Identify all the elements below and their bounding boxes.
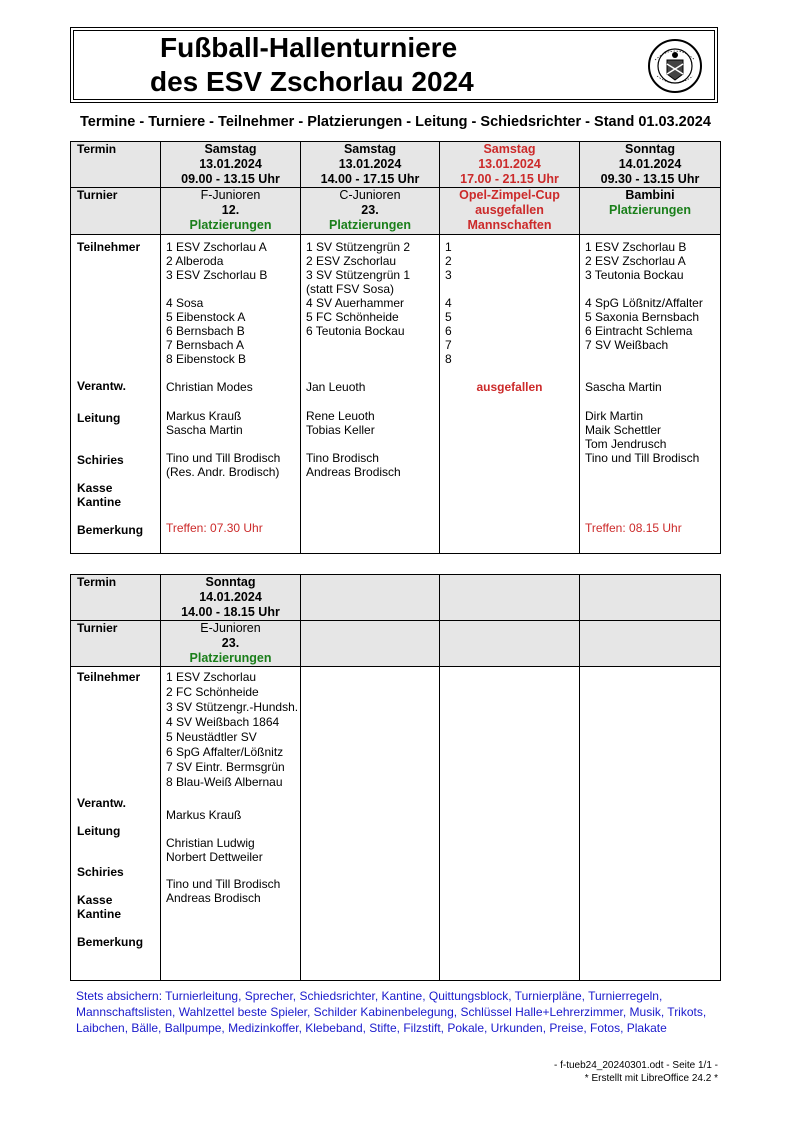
- responsible-person: Sascha Martin: [585, 380, 662, 394]
- termin-cell-1: Samstag 13.01.2024 09.00 - 13.15 Uhr: [161, 142, 301, 188]
- leader-name: Dirk Martin: [585, 409, 644, 423]
- label-leitung: Leitung: [77, 411, 121, 425]
- leader-name: Tom Jendrusch: [585, 437, 667, 451]
- referee-name: [440, 451, 579, 465]
- label-verantw-2: Verantw.: [77, 796, 126, 810]
- label-bemerkung-2: Bemerkung: [77, 935, 144, 949]
- label-schiries-2: Schiries: [77, 865, 124, 879]
- participant-item: 1 ESV Zschorlau A: [166, 240, 267, 254]
- footer-filename: - f-tueb24_20240301.odt - Seite 1/1 -: [553, 1060, 718, 1071]
- details-col-3: [440, 235, 580, 554]
- leader-name: Maik Schettler: [585, 423, 662, 437]
- empty-cell: [301, 621, 440, 667]
- participant-item: (statt FSV Sosa): [306, 282, 395, 296]
- empty-cell: [301, 667, 440, 981]
- label-termin: Termin: [77, 142, 117, 156]
- referee-name: Tino und Till Brodisch: [166, 877, 281, 891]
- leader-name: Rene Leuoth: [306, 409, 375, 423]
- turnier-cell-5: E-Junioren 23. Platzierungen: [161, 621, 301, 667]
- schedule-table-2: [70, 574, 721, 981]
- schedule-table-1: [70, 141, 721, 554]
- participant-item: 2 Alberoda: [166, 254, 224, 268]
- participant-item: 4: [445, 296, 452, 310]
- empty-cell: [580, 667, 721, 981]
- label-schiries: Schiries: [77, 453, 124, 467]
- participant-item: 6: [445, 324, 452, 338]
- details-col-1: [161, 235, 301, 554]
- leader-name: [161, 437, 300, 451]
- leader-name: Tobias Keller: [306, 423, 375, 437]
- referee-name: (Res. Andr. Brodisch): [166, 465, 280, 479]
- label-leitung-2: Leitung: [77, 824, 121, 838]
- remark-text: Treffen: 08.15 Uhr: [585, 521, 682, 535]
- participant-item: 5: [445, 310, 452, 324]
- details-col-4: [580, 235, 721, 554]
- termin-cell-3: Samstag 13.01.2024 17.00 - 21.15 Uhr: [440, 142, 580, 188]
- label-kantine-2: Kantine: [77, 907, 122, 921]
- label-bemerkung: Bemerkung: [77, 523, 144, 537]
- empty-cell: [580, 575, 721, 621]
- leader-name: [440, 437, 579, 451]
- turnier-cell-2: C-Junioren 23. Platzierungen: [301, 188, 440, 235]
- empty-cell: [580, 621, 721, 667]
- label-kantine: Kantine: [77, 495, 122, 509]
- participant-item: 1 ESV Zschorlau B: [585, 240, 687, 254]
- leader-name: Christian Ludwig: [166, 836, 255, 850]
- participant-item: 1: [445, 240, 452, 254]
- leader-name: [440, 409, 579, 423]
- referee-name: Tino und Till Brodisch: [166, 451, 281, 465]
- responsible-person: ausgefallen: [476, 380, 543, 394]
- participant-item: 5 Eibenstock A: [166, 310, 246, 324]
- participant-item: 2 ESV Zschorlau: [306, 254, 397, 268]
- footer-created-with: * Erstellt mit LibreOffice 24.2 *: [584, 1073, 718, 1084]
- details-col-2: [301, 235, 440, 554]
- leader-name: Sascha Martin: [166, 423, 243, 437]
- participant-item: 3 ESV Zschorlau B: [166, 268, 268, 282]
- empty-cell: [301, 575, 440, 621]
- participant-item: 5 Saxonia Bernsbach: [585, 310, 700, 324]
- leader-name: Norbert Dettweiler: [166, 850, 263, 864]
- participant-item: 3: [445, 268, 452, 282]
- participant-item: 4 SV Auerhammer: [306, 296, 405, 310]
- details-col-5: [161, 667, 301, 981]
- label-teilnehmer: Teilnehmer: [77, 240, 141, 254]
- referee-name: Tino Brodisch: [306, 451, 379, 465]
- label-turnier: Turnier: [77, 188, 118, 202]
- participant-item: 6 SpG Affalter/Lößnitz: [166, 745, 284, 759]
- participant-item: 3 SV Stützengr.-Hundsh.: [166, 700, 299, 714]
- participant-item: 7 SV Weißbach: [585, 338, 669, 352]
- participant-item: 8 Eibenstock B: [166, 352, 247, 366]
- leader-name: [301, 437, 439, 451]
- label-verantw: Verantw.: [77, 379, 126, 393]
- turnier-cell-1: F-Junioren 12. Platzierungen: [161, 188, 301, 235]
- participant-item: 4 Sosa: [166, 296, 204, 310]
- termin-cell-5: Sonntag 14.01.2024 14.00 - 18.15 Uhr: [161, 575, 301, 621]
- referee-name: [440, 465, 579, 479]
- participant-item: 8 Blau-Weiß Albernau: [166, 775, 283, 789]
- participant-item: 5 Neustädtler SV: [166, 730, 257, 744]
- participant-item: 4 SV Weißbach 1864: [166, 715, 280, 729]
- empty-cell: [440, 621, 580, 667]
- label-turnier-2: Turnier: [77, 621, 118, 635]
- participant-item: 4 SpG Lößnitz/Affalter: [585, 296, 703, 310]
- participant-item: 7 Bernsbach A: [166, 338, 245, 352]
- participant-item: 7: [445, 338, 452, 352]
- empty-cell: [440, 667, 580, 981]
- participant-item: 3 Teutonia Bockau: [585, 268, 684, 282]
- turnier-cell-3: Opel-Zimpel-Cup ausgefallen Mannschaften: [440, 188, 580, 235]
- label-kasse: Kasse: [77, 481, 113, 495]
- termin-cell-2: Samstag 13.01.2024 14.00 - 17.15 Uhr: [301, 142, 440, 188]
- remark-text: Treffen: 07.30 Uhr: [166, 521, 263, 535]
- participant-item: 6 Eintracht Schlema: [585, 324, 693, 338]
- referee-name: Andreas Brodisch: [306, 465, 401, 479]
- responsible-person: Christian Modes: [166, 380, 253, 394]
- club-logo-icon: [647, 38, 703, 94]
- page-title-line1: Fußball-Hallenturniere: [160, 32, 458, 63]
- referee-name: Andreas Brodisch: [166, 891, 261, 905]
- participant-item: 3 SV Stützengrün 1: [306, 268, 411, 282]
- remark-text: [440, 521, 579, 535]
- responsible-person: Markus Krauß: [166, 808, 242, 822]
- turnier-cell-4: Bambini Platzierungen: [580, 188, 721, 235]
- page-title-line2: des ESV Zschorlau 2024: [150, 66, 474, 97]
- participant-item: 1 SV Stützengrün 2: [306, 240, 411, 254]
- title-box: [70, 27, 718, 103]
- referee-name: [580, 465, 720, 479]
- participant-item: 1 ESV Zschorlau: [166, 670, 257, 684]
- remark-text: [301, 521, 439, 535]
- termin-cell-4: Sonntag 14.01.2024 09.30 - 13.15 Uhr: [580, 142, 721, 188]
- label-termin-2: Termin: [77, 575, 117, 589]
- participant-item: 6 Teutonia Bockau: [306, 324, 405, 338]
- participant-item: 2 ESV Zschorlau A: [585, 254, 686, 268]
- participant-item: 7 SV Eintr. Bermsgrün: [166, 760, 285, 774]
- label-kasse-2: Kasse: [77, 893, 113, 907]
- empty-cell: [440, 575, 580, 621]
- label-teilnehmer-2: Teilnehmer: [77, 670, 141, 684]
- leader-name: [440, 423, 579, 437]
- responsible-person: Jan Leuoth: [306, 380, 366, 394]
- participant-item: 2 FC Schönheide: [166, 685, 259, 699]
- participant-item: 6 Bernsbach B: [166, 324, 245, 338]
- participant-item: 8: [445, 352, 452, 366]
- checklist-note: Stets absichern: Turnierleitung, Sprecher, Schiedsrichter, Kantine, Quittungsblock, Turnierpläne, Turnierregeln, Mannschaftslisten, Wahlzettel beste Spieler, Schilder Kabinenbelegung, Schlüssel Halle+Lehrerzimmer, Musik, Trikots, Laibchen, Bälle, Ballpumpe, Medizinkoffer, Klebeband, Stifte, Filzstift, Pokale, Urkunden, Preise, Fotos, Plakate: [76, 989, 707, 1035]
- participant-item: 5 FC Schönheide: [306, 310, 399, 324]
- leader-name: Markus Krauß: [166, 409, 242, 423]
- participant-item: 2: [445, 254, 452, 268]
- referee-name: Tino und Till Brodisch: [585, 451, 700, 465]
- subtitle: Termine - Turniere - Teilnehmer - Platzierungen - Leitung - Schiedsrichter - Stand 01.03.2024: [80, 114, 711, 130]
